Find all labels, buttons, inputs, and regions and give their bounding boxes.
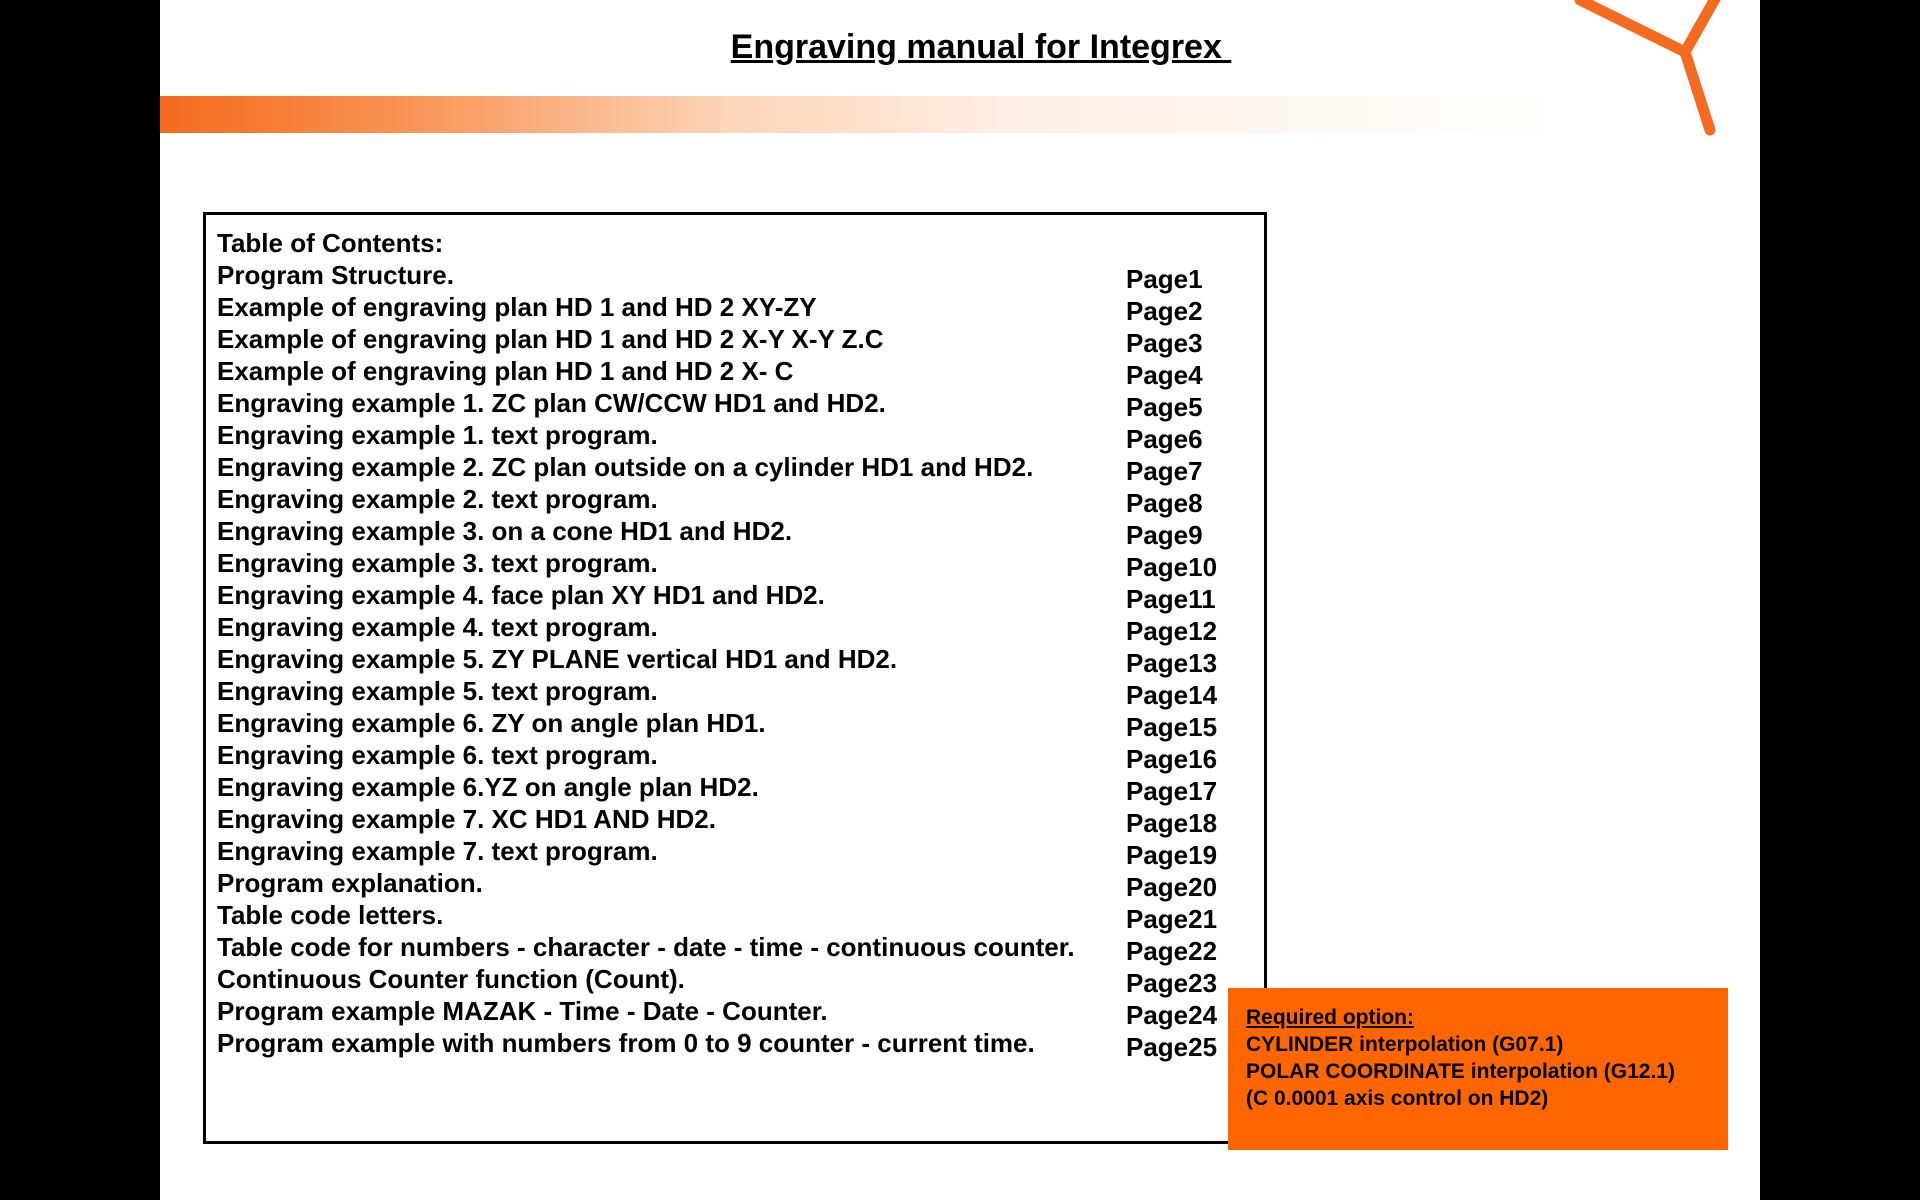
toc-entry-title: Engraving example 1. ZC plan CW/CCW HD1 and HD2. — [217, 388, 886, 418]
toc-entry-title: Engraving example 6.YZ on angle plan HD2. — [217, 772, 759, 802]
toc-entry — [217, 835, 1257, 870]
note-line-polar: POLAR COORDINATE interpolation (G12.1) — [1246, 1060, 1675, 1083]
toc-entry-title: Program example with numbers from 0 to 9 counter - current time. — [217, 1028, 1035, 1058]
toc-entry — [217, 387, 1257, 422]
toc-entry — [217, 419, 1257, 454]
toc-entry — [217, 931, 1257, 966]
toc-entry — [217, 547, 1257, 582]
toc-entry — [217, 611, 1257, 646]
toc-entry-page: Page6 — [1126, 424, 1203, 454]
toc-entry-page: Page9 — [1126, 520, 1203, 550]
toc-entry-title: Engraving example 6. text program. — [217, 740, 658, 770]
toc-entry — [217, 483, 1257, 518]
toc-entry-page: Page4 — [1126, 360, 1203, 390]
toc-entry — [217, 867, 1257, 902]
slide — [160, 0, 1760, 1200]
brand-logo-icon — [1560, 0, 1760, 140]
toc-entry-page: Page18 — [1126, 808, 1218, 838]
note-heading: Required option: — [1246, 1006, 1414, 1029]
toc-entry-page: Page17 — [1126, 776, 1218, 806]
toc-entry-title: Engraving example 1. text program. — [217, 420, 658, 450]
page-title: Engraving manual for Integrex — [730, 28, 1232, 66]
toc-entry-page: Page16 — [1126, 744, 1218, 774]
header-gradient-band — [160, 96, 1560, 133]
toc-entry — [217, 899, 1257, 934]
toc-entry-page: Page3 — [1126, 328, 1203, 358]
toc-entry-page: Page1 — [1126, 264, 1203, 294]
toc-entry-page: Page10 — [1126, 552, 1218, 582]
toc-list — [217, 259, 1257, 1062]
toc-entry-title: Engraving example 7. text program. — [217, 836, 658, 866]
toc-entry — [217, 323, 1257, 358]
toc-entry-page: Page24 — [1126, 1000, 1218, 1030]
toc-entry — [217, 771, 1257, 806]
toc-entry — [217, 355, 1257, 390]
toc-entry-title: Program Structure. — [217, 260, 454, 290]
toc-entry-title: Engraving example 7. XC HD1 AND HD2. — [217, 804, 716, 834]
toc-entry-title: Engraving example 5. text program. — [217, 676, 658, 706]
note-line-c-axis: (C 0.0001 axis control on HD2) — [1246, 1087, 1549, 1110]
toc-entry-page: Page13 — [1126, 648, 1218, 678]
toc-entry — [217, 803, 1257, 838]
note-line-cylinder: CYLINDER interpolation (G07.1) — [1246, 1033, 1564, 1056]
toc-entry — [217, 995, 1257, 1030]
toc-entry-title: Example of engraving plan HD 1 and HD 2 XY-ZY — [217, 292, 817, 322]
toc-entry-page: Page19 — [1126, 840, 1218, 870]
toc-entry-page: Page14 — [1126, 680, 1218, 710]
toc-entry-page: Page11 — [1126, 584, 1216, 614]
toc-entry-page: Page7 — [1126, 456, 1203, 486]
toc-entry-title: Example of engraving plan HD 1 and HD 2 X- C — [217, 356, 794, 386]
toc-entry — [217, 739, 1257, 774]
toc-entry-title: Table code for numbers - character - date - time - continuous counter. — [217, 932, 1075, 962]
toc-entry-page: Page2 — [1126, 296, 1203, 326]
toc-entry-title: Engraving example 4. face plan XY HD1 and HD2. — [217, 580, 825, 610]
toc-entry-title: Engraving example 3. on a cone HD1 and HD2. — [217, 516, 793, 546]
toc-entry-page: Page8 — [1126, 488, 1203, 518]
toc-entry-title: Engraving example 6. ZY on angle plan HD1. — [217, 708, 766, 738]
toc-entry-page: Page20 — [1126, 872, 1218, 902]
toc-entry-page: Page12 — [1126, 616, 1218, 646]
toc-entry-title: Engraving example 3. text program. — [217, 548, 658, 578]
toc-entry-page: Page22 — [1126, 936, 1218, 966]
toc-entry-page: Page23 — [1126, 968, 1218, 998]
toc-entry — [217, 259, 1257, 294]
toc-entry — [217, 579, 1257, 614]
toc-entry-page: Page21 — [1126, 904, 1218, 934]
toc-entry-title: Program explanation. — [217, 868, 483, 898]
toc-entry-title: Engraving example 4. text program. — [217, 612, 658, 642]
toc-heading: Table of Contents: — [217, 228, 444, 258]
toc-entry-title: Example of engraving plan HD 1 and HD 2 X-Y X-Y Z.C — [217, 324, 884, 354]
toc-entry — [217, 515, 1257, 550]
toc-entry — [217, 451, 1257, 486]
toc-entry-title: Table code letters. — [217, 900, 444, 930]
toc-entry-page: Page5 — [1126, 392, 1203, 422]
toc-entry — [217, 1027, 1257, 1062]
toc-entry-title: Engraving example 2. ZC plan outside on a cylinder HD1 and HD2. — [217, 452, 1034, 482]
toc-entry — [217, 291, 1257, 326]
toc-entry-title: Program example MAZAK - Time - Date - Counter. — [217, 996, 828, 1026]
toc-entry-page: Page25 — [1126, 1032, 1218, 1062]
toc-entry — [217, 963, 1257, 998]
toc-entry-title: Engraving example 5. ZY PLANE vertical HD1 and HD2. — [217, 644, 898, 674]
toc-entry-title: Continuous Counter function (Count). — [217, 964, 685, 994]
toc-entry — [217, 675, 1257, 710]
required-option-note — [1228, 988, 1728, 1150]
toc-entry-title: Engraving example 2. text program. — [217, 484, 658, 514]
toc-entry — [217, 643, 1257, 678]
toc-entry-page: Page15 — [1126, 712, 1218, 742]
toc-entry — [217, 707, 1257, 742]
